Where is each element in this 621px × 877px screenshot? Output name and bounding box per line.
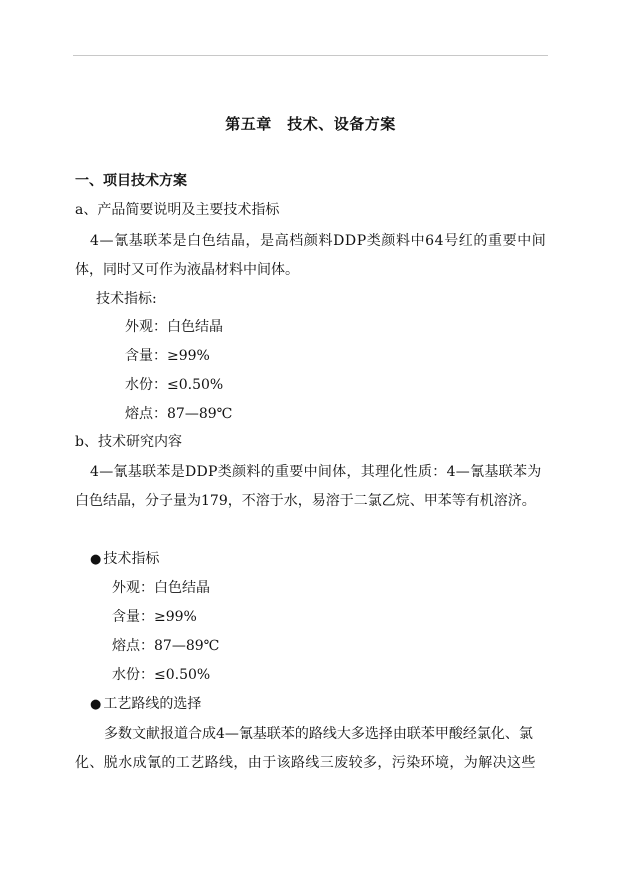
chapter-title: 第五章 技术、设备方案 (225, 115, 396, 133)
section-heading: 一、项目技术方案 (75, 173, 187, 189)
spec-appearance: 外观：白色结晶 (112, 580, 210, 596)
bullet-icon: ● (90, 552, 102, 567)
subsection-b-heading: b、技术研究内容 (75, 434, 182, 450)
spec-moisture: 水份：≤0.50% (112, 667, 211, 683)
bullet-item-route (90, 695, 201, 714)
bullet-heading: 工艺路线的选择 (103, 696, 202, 712)
paragraph-b-line1: 4—氰基联苯是DDP类颜料的重要中间体，其理化性质：4—氰基联苯为 (90, 464, 542, 480)
spec-content: 含量：≥99% (112, 609, 197, 625)
bullet-item-specs (90, 550, 159, 569)
spec-melting-point: 熔点：87—89℃ (112, 638, 220, 654)
bullet-heading: 技术指标 (103, 551, 160, 567)
spec-melting-point: 熔点：87—89℃ (125, 406, 233, 422)
bullet-icon: ● (90, 697, 102, 712)
spec-moisture: 水份：≤0.50% (125, 377, 224, 393)
paragraph-a-line2: 体，同时又可作为液晶材料中间体。 (75, 262, 299, 278)
spec-content: 含量：≥99% (125, 348, 210, 364)
header-rule (73, 55, 548, 56)
paragraph-route-line2: 化、脱水成氰的工艺路线，由于该路线三废较多，污染环境，为解决这些 (75, 755, 536, 771)
spec-heading: 技术指标: (96, 291, 157, 307)
spec-appearance: 外观：白色结晶 (125, 319, 223, 335)
subsection-a-heading: a、产品简要说明及主要技术指标 (75, 202, 280, 218)
paragraph-b-line2: 白色结晶，分子量为179，不溶于水，易溶于二氯乙烷、甲苯等有机溶济。 (75, 493, 536, 509)
paragraph-a-line1: 4—氰基联苯是白色结晶，是高档颜料DDP类颜料中64号红的重要中间 (90, 233, 547, 249)
paragraph-route-line1: 多数文献报道合成4—氰基联苯的路线大多选择由联苯甲酸经氯化、氯 (104, 726, 533, 742)
